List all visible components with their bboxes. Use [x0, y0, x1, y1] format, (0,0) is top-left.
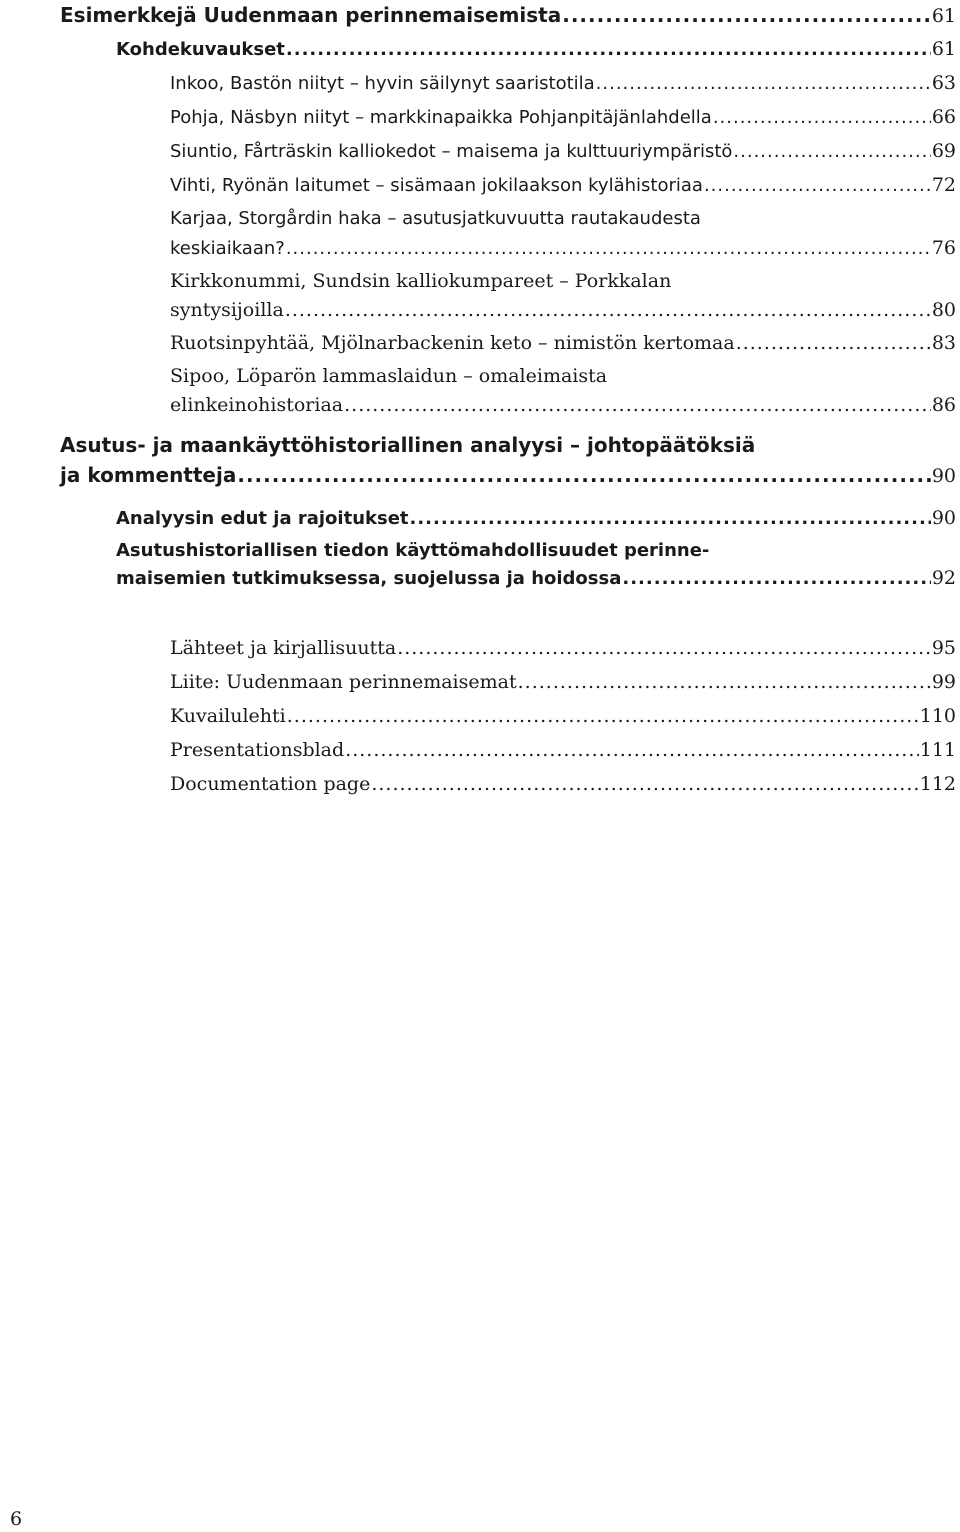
toc-entry-title-cont: ja kommentteja — [60, 463, 237, 487]
toc-page-number: 66 — [931, 106, 956, 128]
toc-entry-title: Karjaa, Storgårdin haka – asutusjatkuvuutta rautakaudesta — [170, 208, 701, 229]
toc-entry-title: Vihti, Ryönän laitumet – sisämaan jokilaakson kylähistoriaa — [170, 175, 703, 196]
toc-entry-title-cont: keskiaikaan? — [170, 238, 285, 259]
toc-entry-title-cont: elinkeinohistoriaa — [170, 394, 344, 416]
dot-leader — [287, 701, 919, 731]
toc-entry — [170, 328, 956, 358]
toc-entry-title: Ruotsinpyhtää, Mjölnarbackenin keto – nimistön kertomaa — [170, 332, 735, 354]
dot-leader — [285, 295, 931, 325]
toc-entry-title: Kuvailulehti — [170, 705, 286, 727]
toc-entry-first-line — [170, 266, 956, 296]
toc-entry-subheading — [116, 503, 956, 533]
toc-entry-first-line — [170, 361, 956, 391]
toc-page-number: 61 — [931, 5, 956, 27]
dot-leader — [286, 234, 931, 264]
toc-page-number: 95 — [931, 637, 956, 659]
toc-entry — [170, 233, 956, 263]
toc-entry-title: Inkoo, Bastön niityt – hyvin säilynyt saaristotila — [170, 73, 595, 94]
toc-entry — [170, 68, 956, 98]
toc-entry-first-line — [170, 204, 956, 234]
dot-leader — [286, 35, 931, 65]
toc-entry-title: Siuntio, Fårträskin kalliokedot – maisema ja kulttuuriympäristö — [170, 141, 733, 162]
toc-entry-title: Asutus- ja maankäyttöhistoriallinen analyysi – johtopäätöksiä — [60, 433, 756, 457]
toc-entry-title: Presentationsblad — [170, 739, 345, 761]
toc-entry-subheading-first-line — [116, 536, 956, 566]
dot-leader — [733, 137, 930, 167]
dot-leader — [237, 460, 930, 490]
toc-page-number: 63 — [931, 72, 956, 94]
toc-entry — [170, 735, 956, 765]
toc-entry-title: Documentation page — [170, 773, 371, 795]
toc-entry — [170, 295, 956, 325]
toc-entry-heading — [60, 460, 956, 490]
toc-page-number: 92 — [931, 567, 956, 589]
page-number: 6 — [10, 1508, 23, 1530]
toc-page-number: 111 — [919, 739, 956, 761]
toc-entry-heading-first-line — [60, 430, 956, 460]
toc-page-number: 110 — [919, 705, 956, 727]
toc-entry — [170, 136, 956, 166]
toc-entry — [170, 102, 956, 132]
toc-entry-subheading — [116, 563, 956, 593]
toc-entry-title: Kohdekuvaukset — [116, 39, 285, 60]
toc-page-number: 61 — [931, 38, 956, 60]
dot-leader — [704, 171, 931, 201]
toc-entry — [170, 667, 956, 697]
dot-leader — [622, 564, 930, 594]
toc-page-number: 99 — [931, 671, 956, 693]
toc-entry-subheading — [116, 34, 956, 64]
toc-page-number: 90 — [931, 507, 956, 529]
dot-leader — [596, 69, 931, 99]
dot-leader — [371, 769, 918, 799]
toc-entry — [170, 633, 956, 663]
toc-entry — [170, 701, 956, 731]
dot-leader — [410, 504, 931, 534]
dot-leader — [713, 103, 931, 133]
toc-entry-title: Analyysin edut ja rajoitukset — [116, 508, 409, 529]
toc-entry-title-cont: syntysijoilla — [170, 299, 284, 321]
toc-entry-title: Kirkkonummi, Sundsin kalliokumpareet – Porkkalan — [170, 270, 672, 292]
toc-entry-heading — [60, 0, 956, 30]
toc-entry — [170, 390, 956, 420]
toc-page-number: 83 — [931, 332, 956, 354]
toc-entry-title: Pohja, Näsbyn niityt – markkinapaikka Pohjanpitäjänlahdella — [170, 107, 712, 128]
toc-page-number: 80 — [931, 299, 956, 321]
toc-entry-title: Liite: Uudenmaan perinnemaisemat — [170, 671, 517, 693]
toc-entry-title: Sipoo, Löparön lammaslaidun – omaleimaista — [170, 365, 608, 387]
toc-page-number: 76 — [931, 237, 956, 259]
dot-leader — [397, 633, 931, 663]
dot-leader — [562, 0, 931, 30]
dot-leader — [344, 390, 931, 420]
toc-entry — [170, 170, 956, 200]
dot-leader — [518, 667, 931, 697]
toc-entry-title: Asutushistoriallisen tiedon käyttömahdollisuudet perinne- — [116, 540, 710, 561]
toc-page-number: 112 — [919, 773, 956, 795]
toc-page-number: 69 — [931, 140, 956, 162]
dot-leader — [345, 735, 919, 765]
dot-leader — [736, 328, 931, 358]
toc-page-number: 72 — [931, 174, 956, 196]
toc-entry-title: Esimerkkejä Uudenmaan perinnemaisemista — [60, 3, 562, 27]
toc-entry — [170, 769, 956, 799]
toc-entry-title-cont: maisemien tutkimuksessa, suojelussa ja hoidossa — [116, 568, 622, 589]
toc-entry-title: Lähteet ja kirjallisuutta — [170, 637, 397, 659]
toc-page-number: 86 — [931, 394, 956, 416]
toc-page-number: 90 — [931, 465, 956, 487]
